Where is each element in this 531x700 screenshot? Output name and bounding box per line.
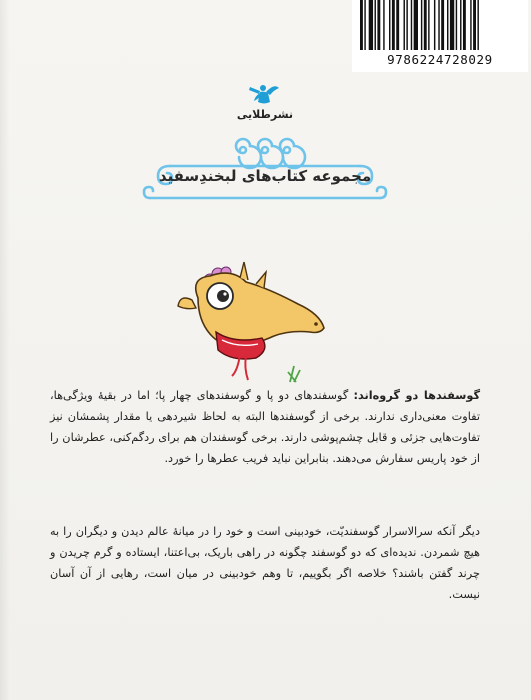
description-paragraph-2: دیگر آنکه سرالاسرار گوسفندیّت، خودبینی است و خود را در میانهٔ عالم دیدن و دیگران را به هیچ شمردن. ندیده‌ای که دو گوسفند چگونه در راهی باریک، بی‌اعتنا، ایستاده و گرم چریدن و چرند گفتن باشند؟ خلاصه اگر بگوییم، تا وهم خودبینی در میان است، رهایی از آن آسان نیست. bbox=[50, 525, 480, 601]
publisher-name: نشرطلایی bbox=[236, 108, 294, 121]
paragraph-lead: گوسفندها دو گروه‌اند: bbox=[353, 389, 481, 402]
sheep-cartoon-icon bbox=[170, 258, 340, 388]
description-paragraph-1 bbox=[50, 385, 480, 469]
barcode bbox=[352, 0, 528, 72]
paragraph-1-text: گوسفندهای دو پا و گوسفندهای چهار پا؛ اما در بقیهٔ ویژگی‌ها، تفاوت معنی‌داری ندارند. برخی از گوسفندها البته به لحاظ شیردهی یا مقدار پشمشان نیز تفاوت‌هایی جزئی و قابل چشم‌پوشی دارند. برخی گوسفندان هم برای ردگم‌کنی، عطرشان را از خود پاریس سفارش می‌دهند. بنابراین نباید فریب عطرها را خورد. bbox=[50, 389, 480, 465]
barcode-digits: 9786224728029 bbox=[387, 52, 493, 67]
series-title: مجموعه کتاب‌های لبخندِسفید bbox=[158, 167, 372, 185]
barcode-bars bbox=[358, 0, 522, 50]
angel-trumpet-icon bbox=[246, 80, 280, 106]
spine-shadow bbox=[0, 0, 10, 700]
